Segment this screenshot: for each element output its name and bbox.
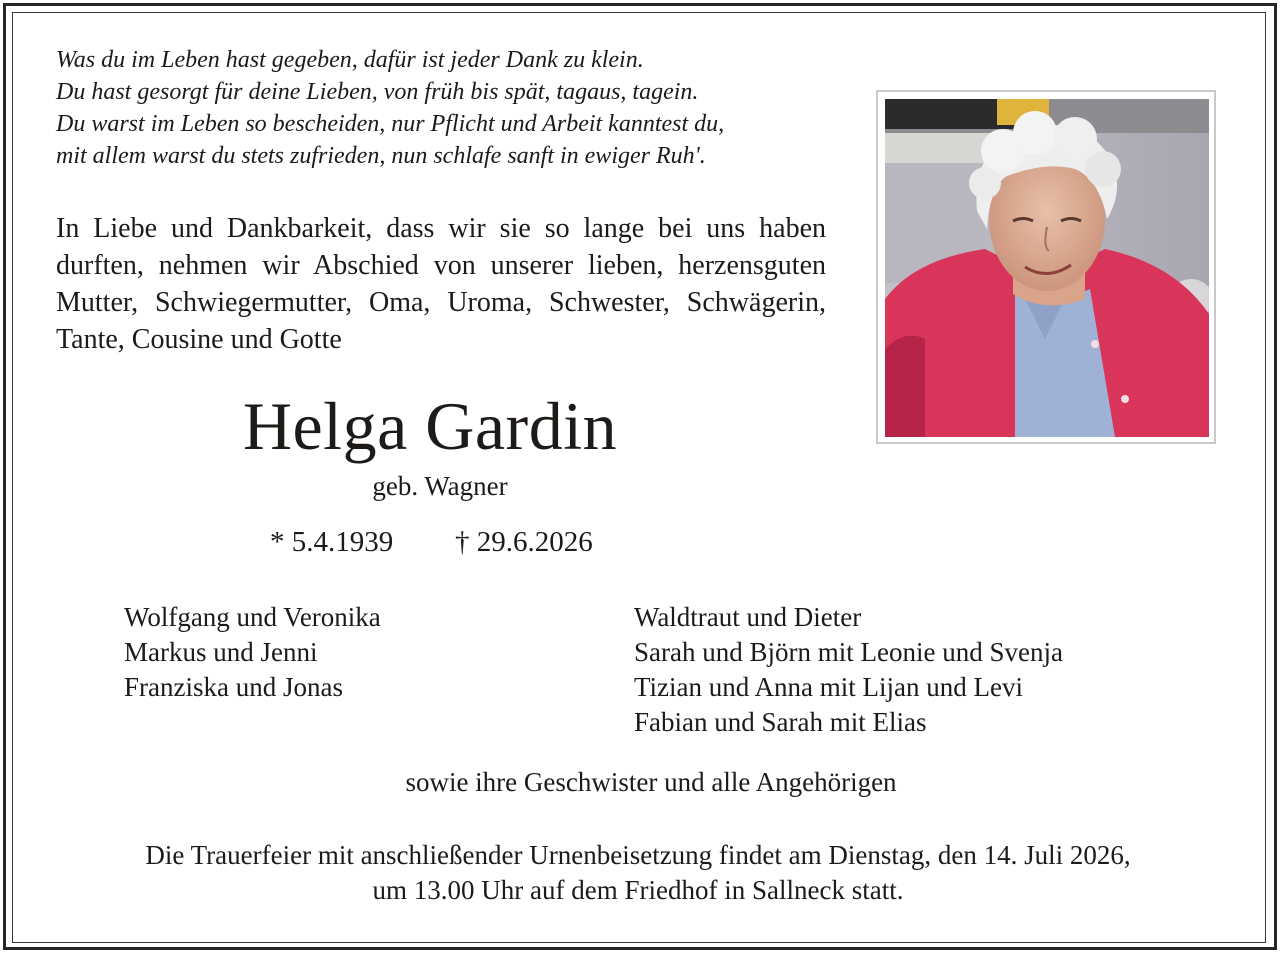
poem-line: mit allem warst du stets zufrieden, nun schlafe sanft in ewiger Ruh'.: [56, 143, 706, 169]
deceased-name: Helga Gardin: [242, 388, 618, 464]
service-info: [0, 838, 1276, 908]
family-left-column: [124, 600, 381, 705]
poem-line: Was du im Leben hast gegeben, dafür ist jeder Dank zu klein.: [56, 47, 644, 73]
service-line: um 13.00 Uhr auf dem Friedhof in Sallneck statt.: [372, 875, 904, 905]
service-line: Die Trauerfeier mit anschließender Urnenbeisetzung findet am Dienstag, den 14. Juli 2026,: [145, 840, 1131, 870]
poem: [56, 44, 856, 172]
death-date: † 29.6.2026: [455, 526, 593, 558]
portrait-photo: [885, 99, 1209, 437]
family-entry: Fabian und Sarah mit Elias: [634, 707, 927, 737]
family-right-column: [634, 600, 1063, 740]
birth-date: * 5.4.1939: [270, 526, 394, 558]
portrait-frame: [876, 90, 1216, 444]
maiden-name: geb. Wagner: [372, 471, 508, 501]
intro-text: In Liebe und Dankbarkeit, dass wir sie so lange bei uns haben durften, nehmen wir Abschied von unserer lieben, herzensguten Mutter, Schwiegermutter, Oma, Uroma, Schwester, Schwägerin, Tante, Cousine und Gotte: [56, 213, 826, 355]
family-entry: Wolfgang und Veronika: [124, 602, 381, 632]
family-entry: Franziska und Jonas: [124, 672, 343, 702]
relatives-line: sowie ihre Geschwister und alle Angehörigen: [405, 767, 897, 797]
family-entry: Markus und Jenni: [124, 637, 318, 667]
family-entry: Waldtraut und Dieter: [634, 602, 862, 632]
poem-line: Du hast gesorgt für deine Lieben, von früh bis spät, tagaus, tagein.: [56, 79, 699, 105]
family-entry: Sarah und Björn mit Leonie und Svenja: [634, 637, 1063, 667]
family-entry: Tizian und Anna mit Lijan und Levi: [634, 672, 1023, 702]
portrait-illustration: [885, 99, 1209, 437]
poem-line: Du warst im Leben so bescheiden, nur Pflicht und Arbeit kanntest du,: [56, 111, 725, 137]
